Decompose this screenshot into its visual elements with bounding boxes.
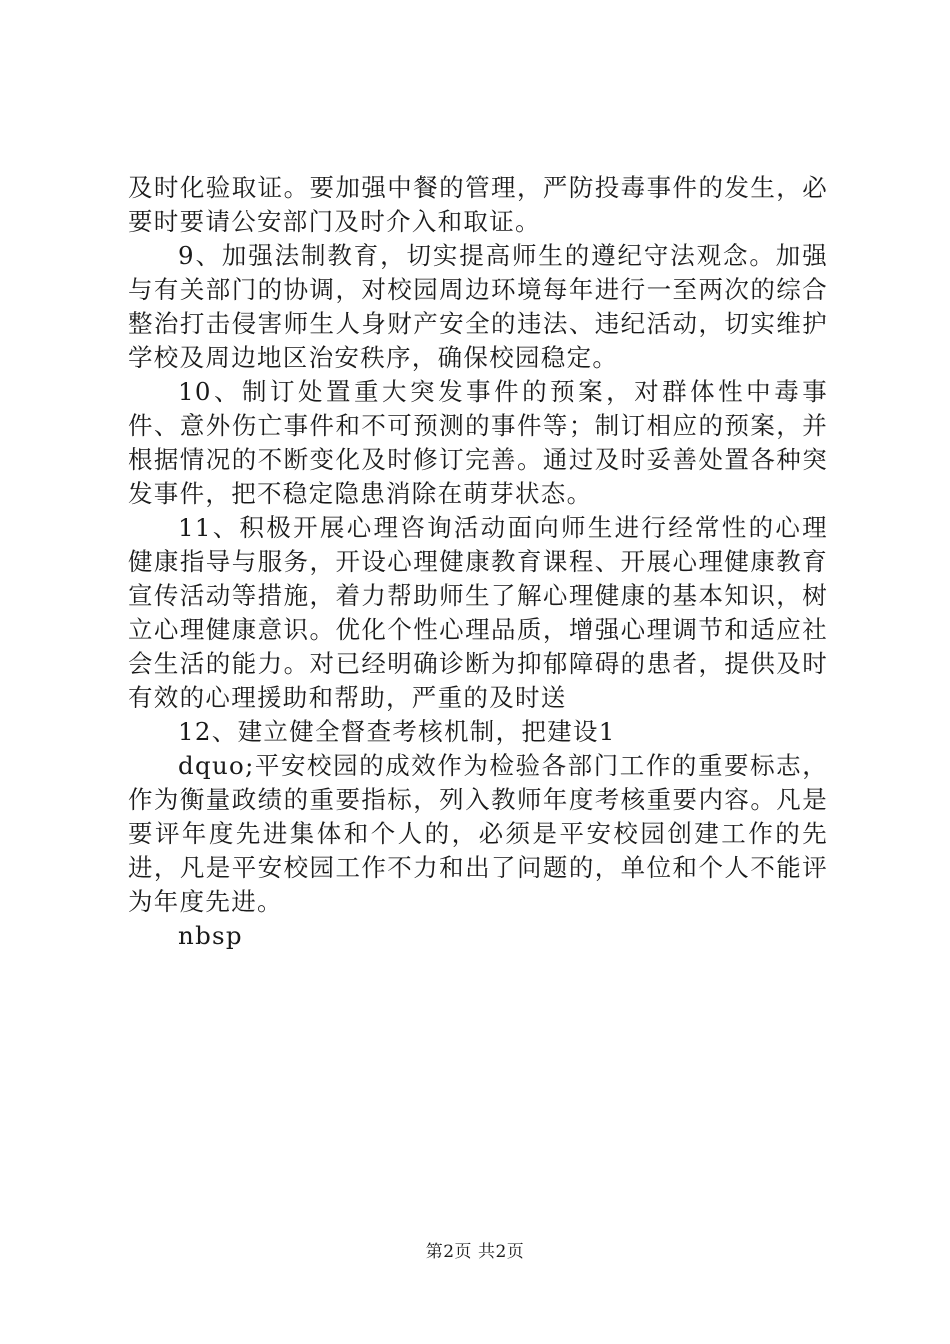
page-number-footer: 第2页 共2页 bbox=[425, 1242, 525, 1262]
paragraph-trailing-text: nbsp bbox=[178, 921, 243, 950]
paragraph-continuation: 及时化验取证。要加强中餐的管理，严防投毒事件的发生，必要时要请公安部门及时介入和取证。 bbox=[128, 173, 828, 236]
paragraph-item-12-continued: dquo;平安校园的成效作为检验各部门工作的重要标志，作为衡量政绩的重要指标，列入教师年度考核重要内容。凡是要评年度先进集体和个人的，必须是平安校园创建工作的先进，凡是平安校园工作不力和出了问题的，单位和个人不能评为年度先进。 bbox=[128, 751, 828, 916]
paragraph-item-10: 10、制订处置重大突发事件的预案，对群体性中毒事件、意外伤亡事件和不可预测的事件等；制订相应的预案，并根据情况的不断变化及时修订完善。通过及时妥善处置各种突发事件，把不稳定隐患消除在萌芽状态。 bbox=[128, 377, 828, 508]
paragraph-item-11: 11、积极开展心理咨询活动面向师生进行经常性的心理健康指导与服务，开设心理健康教育课程、开展心理健康教育宣传活动等措施，着力帮助师生了解心理健康的基本知识，树立心理健康意识。优化个性心理品质，增强心理调节和适应社会生活的能力。对已经明确诊断为抑郁障碍的患者，提供及时有效的心理援助和帮助，严重的及时送 bbox=[128, 513, 828, 712]
document-body bbox=[128, 171, 828, 953]
paragraph-item-12: 12、建立健全督查考核机制，把建设1 bbox=[178, 717, 616, 746]
paragraph-item-9: 9、加强法制教育，切实提高师生的遵纪守法观念。加强与有关部门的协调，对校园周边环境每年进行一至两次的综合整治打击侵害师生人身财产安全的违法、违纪活动，切实维护学校及周边地区治安秩序，确保校园稳定。 bbox=[128, 241, 828, 372]
